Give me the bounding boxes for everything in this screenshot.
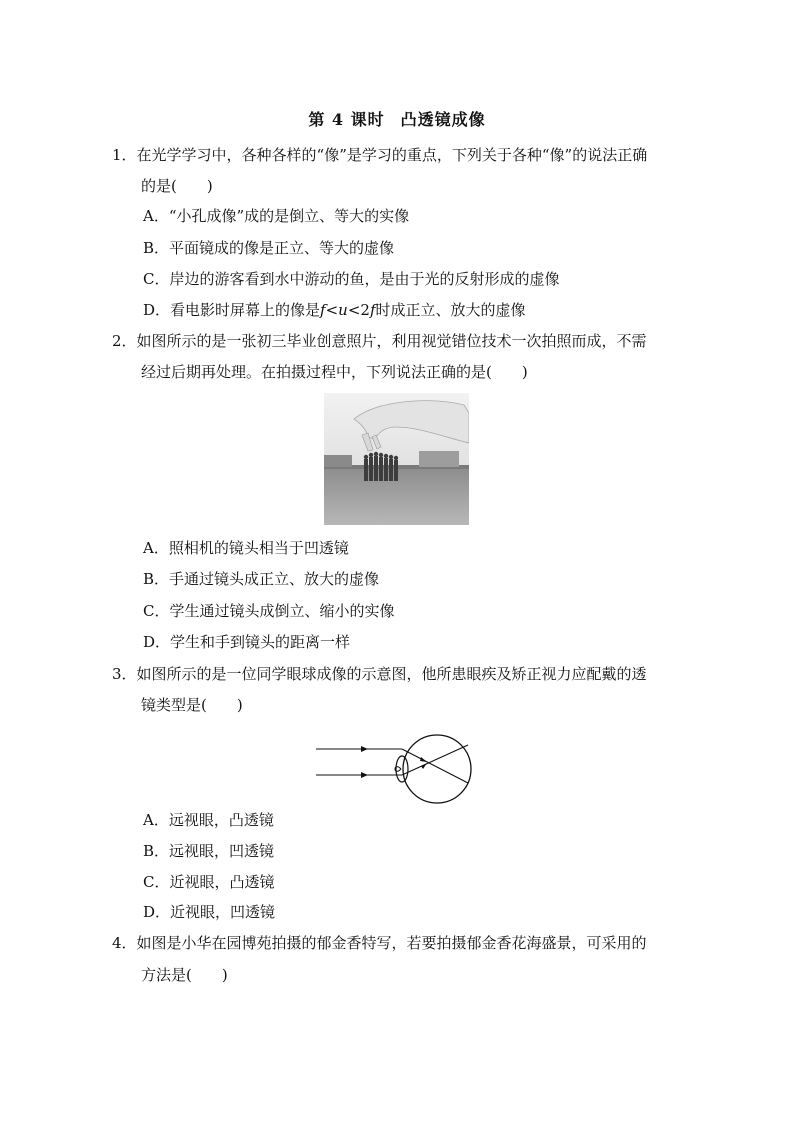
q3-option-a: A．远视眼，凸透镜 (143, 811, 274, 829)
eyeball-circle (403, 735, 471, 803)
q1-option-a: A．“小孔成像”成的是倒立、等大的实像 (143, 207, 410, 225)
eye-lens (396, 756, 408, 782)
q1-option-d: D．看电影时屏幕上的像是f<u<2f时成正立、放大的虚像 (143, 301, 526, 319)
q3-option-d: D．近视眼，凹透镜 (143, 903, 276, 921)
q3-stem-line1: 3．如图所示的是一位同学眼球成像的示意图，他所患眼疾及矫正视力应配戴的透 (112, 665, 647, 683)
lesson-number: 第 4 课时 (308, 110, 385, 129)
q1-option-c: C．岸边的游客看到水中游动的鱼，是由于光的反射形成的虚像 (143, 270, 560, 288)
q1-option-b: B．平面镜成的像是正立、等大的虚像 (143, 239, 395, 257)
q2-stem-line1: 2．如图所示的是一张初三毕业创意照片，利用视觉错位技术一次拍照而成，不需 (112, 332, 647, 350)
q4-stem-line2: 方法是( ) (141, 966, 228, 984)
q2-option-c: C．学生通过镜头成倒立、缩小的实像 (143, 602, 395, 620)
q3-option-b: B．远视眼，凹透镜 (143, 842, 275, 860)
q2-stem-line2: 经过后期再处理。在拍摄过程中，下列说法正确的是( ) (141, 363, 528, 381)
q4-stem-line1: 4．如图是小华在园博苑拍摄的郁金香特写，若要拍摄郁金香花海盛景，可采用的 (112, 934, 647, 952)
q1-stem-line1: 1．在光学学习中，各种各样的“像”是学习的重点，下列关于各种“像”的说法正确 (112, 146, 648, 164)
lesson-topic: 凸透镜成像 (400, 110, 486, 129)
q2-option-a: A．照相机的镜头相当于凹透镜 (143, 539, 349, 557)
q3-option-c: C．近视眼，凸透镜 (143, 873, 275, 891)
q3-stem-line2: 镜类型是( ) (141, 696, 243, 714)
q1-stem-line2: 的是( ) (141, 177, 213, 195)
graduation-photo (324, 393, 469, 525)
eye-diagram (313, 733, 473, 805)
q2-option-d: D．学生和手到镜头的距离一样 (143, 633, 351, 651)
q2-option-b: B．手通过镜头成正立、放大的虚像 (143, 570, 380, 588)
page-title (0, 107, 794, 130)
